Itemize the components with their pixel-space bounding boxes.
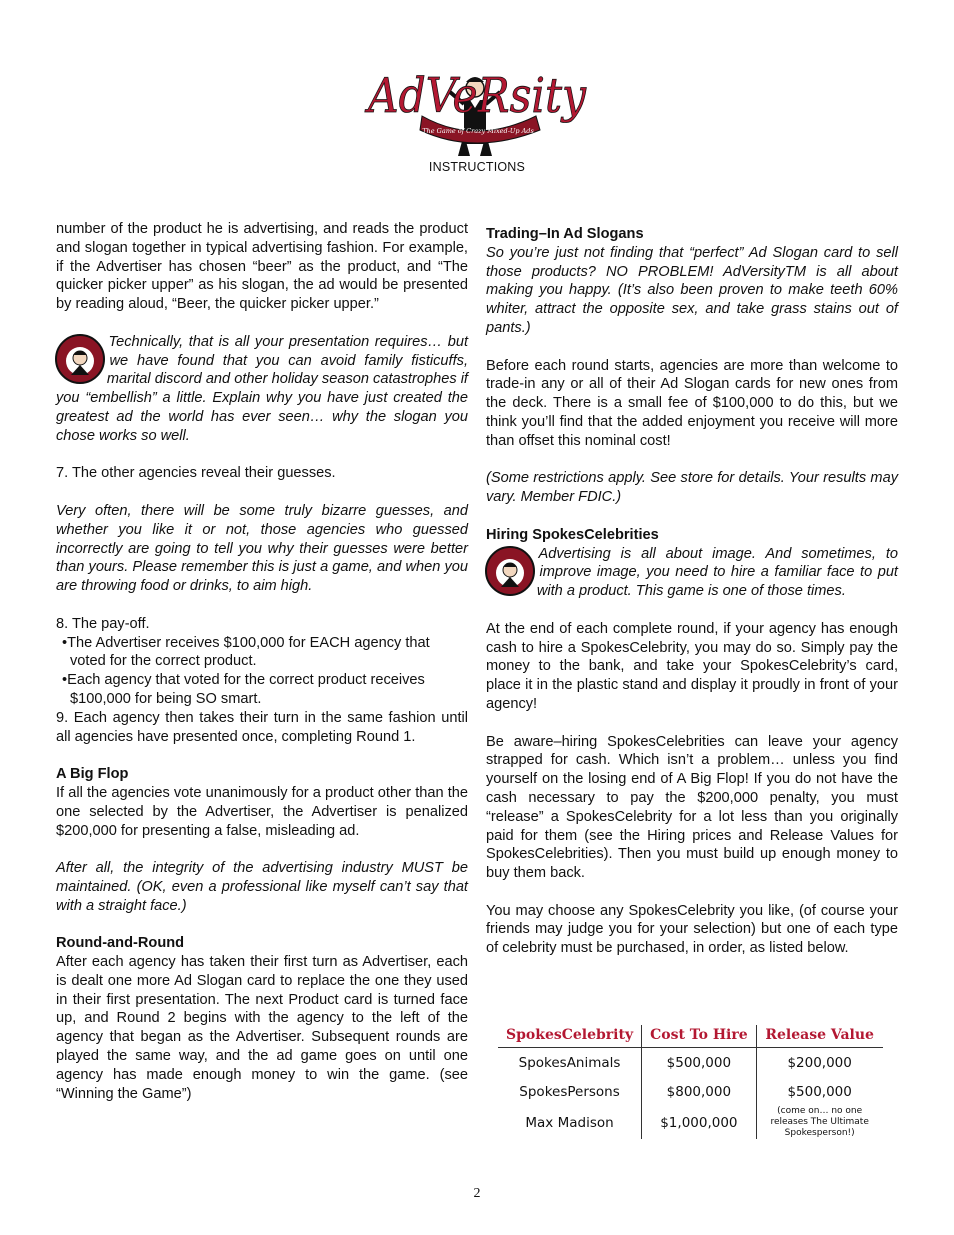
column-header: Cost To Hire bbox=[642, 1025, 757, 1048]
paragraph: (Some restrictions apply. See store for details. Your results may vary. Member FDIC.) bbox=[486, 470, 898, 506]
paragraph: 9. Each agency then takes their turn in the same fashion until all agencies have presented once, completing Round 1. bbox=[56, 709, 468, 745]
paragraph: 8. The pay-off. bbox=[56, 615, 150, 632]
paragraph: Before each round starts, agencies are more than welcome to trade-in any or all of their Ad Slogan cards for new ones from the deck. There is a small fee of $100,000 to do this, but we think you’ll find that the added enjoyment you receive will more than offset this nominal cost! bbox=[486, 357, 898, 449]
table-cell: $1,000,000 bbox=[642, 1106, 757, 1139]
table-cell: $800,000 bbox=[642, 1077, 757, 1106]
section-body: So you’re just not finding that “perfect” Ad Slogan card to sell those products? NO PROBLEM! AdVersityTM is all about making you happy. (It’s also been proven to make teeth 60% whiter, attract the opposite sex, and take grass stains out of pants.) bbox=[486, 244, 898, 336]
table-cell: Max Madison bbox=[525, 1114, 614, 1131]
section-body: After each agency has taken their first turn as Advertiser, each is dealt one more Ad Slogan card to replace the one they used in their first presentation. The next Product card is turned face up, and Round 2 begins with the agency to the left of the agency that began as the Advertiser. Subsequent rounds are played the same way, and the ad game goes on until one agency has made enough money to win the game. (see “Winning the Game”) bbox=[56, 954, 468, 1102]
section-heading: Trading–In Ad Slogans bbox=[486, 226, 644, 242]
list-item-text: •Each agency that voted for the correct product receives bbox=[62, 672, 425, 689]
list-item-text: $100,000 for being SO smart. bbox=[70, 690, 262, 707]
section-body: Advertising is all about image. And sometimes, to improve image, you need to hire a familiar face to put with a product. This game is one of those times. bbox=[536, 545, 898, 600]
table-row bbox=[498, 1077, 883, 1106]
section-body: If all the agencies vote unanimously for a product other than the one selected by the Advertiser, the Advertiser is penalized $200,000 for presenting a false, misleading ad. bbox=[56, 784, 468, 839]
table-cell: SpokesPersons bbox=[519, 1083, 620, 1100]
adversity-logo bbox=[364, 52, 590, 156]
table-cell: $500,000 bbox=[756, 1077, 883, 1106]
max-madison-badge-icon bbox=[484, 545, 536, 597]
table-cell: $200,000 bbox=[756, 1048, 883, 1078]
section-heading: Hiring SpokesCelebrities bbox=[486, 526, 659, 543]
section-heading: A Big Flop bbox=[56, 766, 129, 783]
list-item-text: •The Advertiser receives $100,000 for EACH agency that bbox=[62, 634, 430, 651]
table-row bbox=[498, 1048, 883, 1078]
logo-tagline: The Game of Crazy Mixed-Up Ads bbox=[422, 127, 534, 135]
max-madison-badge-icon bbox=[54, 333, 106, 385]
page-number: 2 bbox=[473, 1186, 481, 1201]
section bbox=[56, 765, 468, 840]
section-heading: Round-and-Round bbox=[56, 935, 185, 952]
section bbox=[486, 526, 898, 601]
paragraph: After all, the integrity of the advertising industry MUST be maintained. (OK, even a professional like myself can’t say that with a straight face.) bbox=[56, 860, 468, 914]
list-item bbox=[56, 671, 468, 709]
list-item bbox=[56, 634, 468, 672]
right-column bbox=[486, 225, 898, 977]
paragraph: 7. The other agencies reveal their guesses. bbox=[56, 465, 336, 482]
column-header: SpokesCelebrity bbox=[498, 1025, 642, 1048]
paragraph: At the end of each complete round, if your agency has enough cash to hire a SpokesCelebrity, you may do so. Simply pay the money to the bank, and take your SpokesCelebrity’s card, place it in the plastic stand and display it proudly in front of your agency! bbox=[486, 620, 898, 712]
spokescelebrity-table bbox=[498, 1025, 883, 1139]
table-cell: (come on… no one releases The Ultimate Spokesperson!) bbox=[756, 1106, 883, 1139]
logo-wordmark: AdVeRsity bbox=[364, 68, 587, 124]
header bbox=[0, 52, 954, 177]
column-header: Release Value bbox=[756, 1025, 883, 1048]
paragraph: You may choose any SpokesCelebrity you like, (of course your friends may judge you for your selection) but one of each type of celebrity must be purchased, in order, as listed below. bbox=[486, 902, 898, 957]
badge-note-text: Technically, that is all your presentation requires… but we have found that you can avoid family fisticuffs, marital discord and other holiday season catastrophes if you “embellish” a little. Explain why you have just created the greatest ad the world has ever seen… why the slogan you chose works so well. bbox=[56, 333, 468, 444]
table-cell: SpokesAnimals bbox=[518, 1054, 621, 1071]
paragraph bbox=[56, 333, 468, 446]
table-cell: $500,000 bbox=[642, 1048, 757, 1078]
section bbox=[486, 225, 898, 338]
list-item-text: voted for the correct product. bbox=[70, 653, 257, 670]
table-header-row bbox=[498, 1025, 883, 1048]
paragraph: Be aware–hiring SpokesCelebrities can leave your agency strapped for cash. Which isn’t a problem… unless you find yourself on the losing end of A Big Flop! If you do not have the cash necessary to pay the $200,000 penalty, you must “release” a SpokesCelebrity for a lot less than you originally paid for them (see the Hiring prices and Release Values for SpokesCelebrities). Then you must build up enough money to buy them back. bbox=[486, 733, 898, 882]
page-subtitle: INSTRUCTIONS bbox=[428, 160, 526, 174]
left-column bbox=[56, 220, 468, 1122]
table-row bbox=[498, 1106, 883, 1139]
paragraph: Very often, there will be some truly bizarre guesses, and whether you like it or not, those agencies who guessed incorrectly are going to tell you why their guesses were better than yours. Please remember this is just a game, and when you are throwing food or drinks, to aim high. bbox=[56, 502, 468, 595]
section bbox=[56, 934, 468, 1103]
paragraph: number of the product he is advertising, and reads the product and slogan together in typical advertising fashion. For example, if the Advertiser has chosen “beer” as the product, and “The quicker picker upper” as his slogan, the ad would be presented by reading aloud, “Beer, the quicker picker upper.” bbox=[56, 221, 468, 313]
